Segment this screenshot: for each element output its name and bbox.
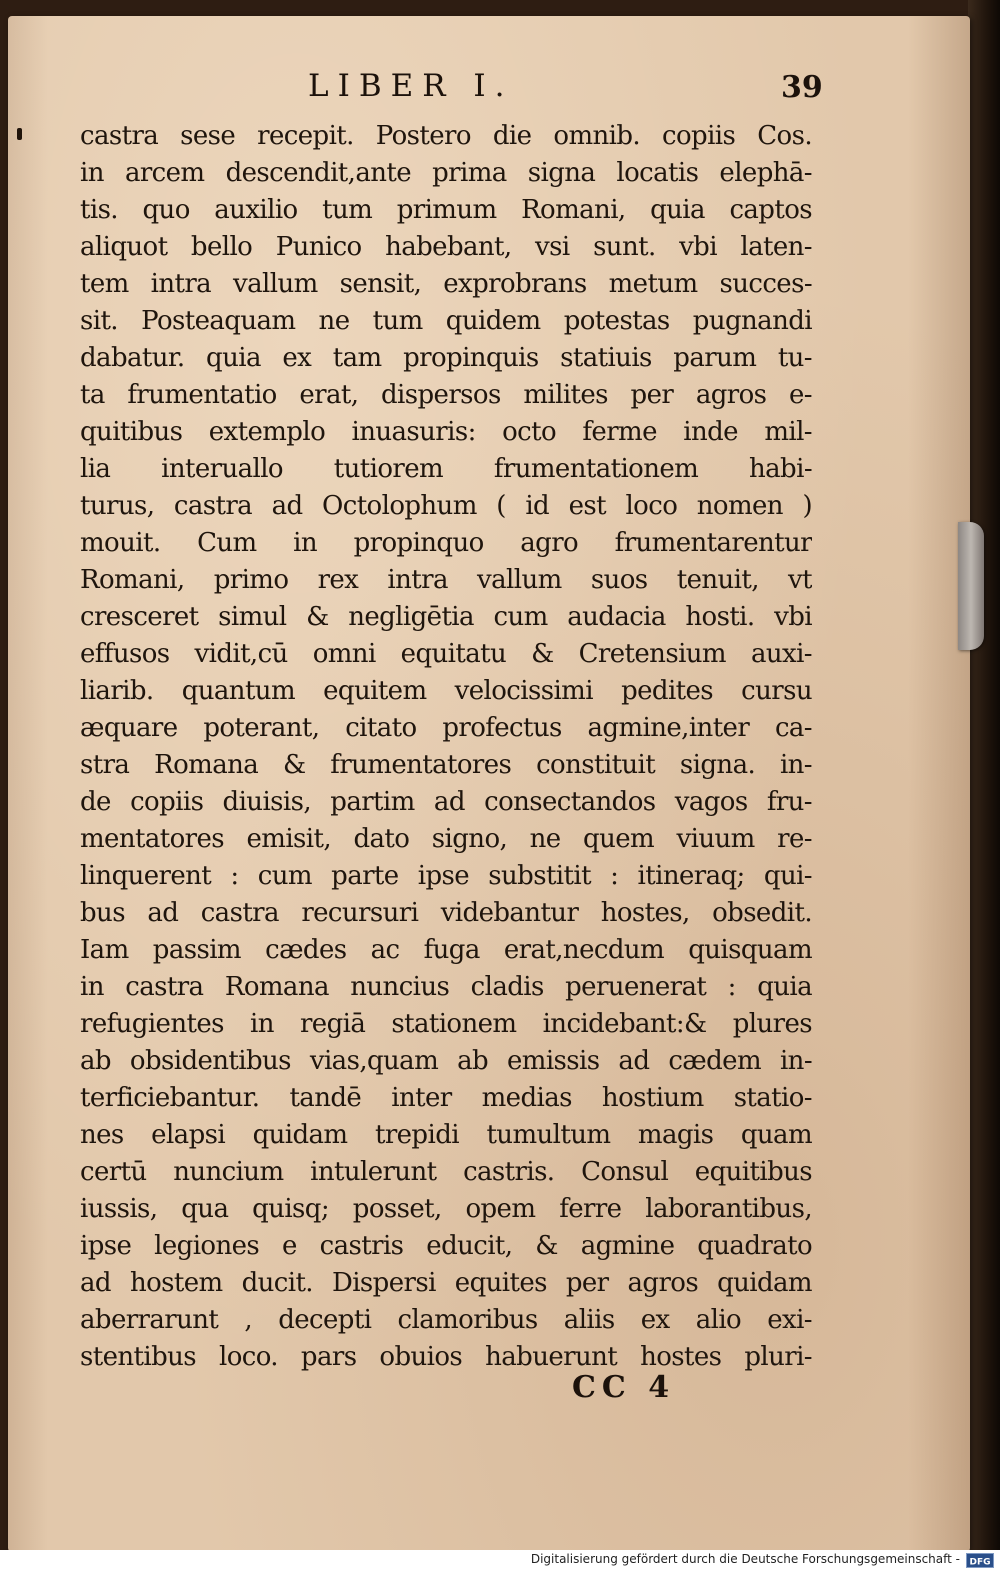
text-line: effusos vidit,cū omni equitatu & Cretensium auxi- <box>80 639 812 669</box>
page-tab <box>958 522 984 650</box>
text-line: dabatur. quia ex tam propinquis statiuis parum tu- <box>80 343 812 373</box>
text-line: sit. Posteaquam ne tum quidem potestas pugnandi <box>80 306 812 336</box>
text-line: de copiis diuisis, partim ad consectandos vagos fru- <box>80 787 812 817</box>
text-line: bus ad castra recursuri videbantur hostes, obsedit. <box>80 898 812 928</box>
text-line: stentibus loco. pars obuios habuerunt hostes pluri- <box>80 1342 812 1372</box>
text-line: æquare poterant, citato profectus agmine,inter ca- <box>80 713 812 743</box>
text-line: tem intra vallum sensit, exprobrans metum succes- <box>80 269 812 299</box>
text-line: in castra Romana nuncius cladis peruenerat : quia <box>80 972 812 1002</box>
margin-ink-mark <box>17 128 22 140</box>
signature-mark: CC 4 <box>572 1370 676 1405</box>
text-line: ab obsidentibus vias,quam ab emissis ad cædem in- <box>80 1046 812 1076</box>
text-line: ad hostem ducit. Dispersi equites per agros quidam <box>80 1268 812 1298</box>
text-line: iussis, qua quisq; posset, opem ferre laborantibus, <box>80 1194 812 1224</box>
body-text <box>80 118 812 1376</box>
text-line: lia interuallo tutiorem frumentationem habi- <box>80 454 812 484</box>
text-line: castra sese recepit. Postero die omnib. copiis Cos. <box>80 121 812 151</box>
page-number: 39 <box>781 70 823 105</box>
text-line: refugientes in regiā stationem incidebant:& plures <box>80 1009 812 1039</box>
text-line: in arcem descendit,ante prima signa locatis elephā- <box>80 158 812 188</box>
text-line: Romani, primo rex intra vallum suos tenuit, vt <box>80 565 812 595</box>
text-line: certū nuncium intulerunt castris. Consul equitibus <box>80 1157 812 1187</box>
dfg-logo-text: DFG <box>969 1557 991 1567</box>
text-line: linquerent : cum parte ipse substitit : itineraq; qui- <box>80 861 812 891</box>
footer-bar <box>0 1550 1000 1572</box>
dfg-logo <box>966 1553 994 1568</box>
book-binding-edge <box>968 0 1000 1572</box>
text-line: nes elapsi quidam trepidi tumultum magis quam <box>80 1120 812 1150</box>
text-line: cresceret simul & negligētia cum audacia hosti. vbi <box>80 602 812 632</box>
running-head: LIBER I. <box>308 68 514 104</box>
text-line: mentatores emisit, dato signo, ne quem viuum re- <box>80 824 812 854</box>
text-line: aliquot bello Punico habebant, vsi sunt. vbi laten- <box>80 232 812 262</box>
text-line: mouit. Cum in propinquo agro frumentarentur <box>80 528 812 558</box>
text-line: terficiebantur. tandē inter medias hostium statio- <box>80 1083 812 1113</box>
text-line: turus, castra ad Octolophum ( id est loco nomen ) <box>80 491 812 521</box>
text-line: quitibus extemplo inuasuris: octo ferme inde mil- <box>80 417 812 447</box>
text-line: liarib. quantum equitem velocissimi pedites cursu <box>80 676 812 706</box>
book-page <box>8 16 970 1552</box>
text-line: Iam passim cædes ac fuga erat,necdum quisquam <box>80 935 812 965</box>
text-line: ipse legiones e castris educit, & agmine quadrato <box>80 1231 812 1261</box>
text-line: aberrarunt , decepti clamoribus aliis ex alio exi- <box>80 1305 812 1335</box>
text-line: stra Romana & frumentatores constituit signa. in- <box>80 750 812 780</box>
digitization-credit: Digitalisierung gefördert durch die Deutsche Forschungsgemeinschaft - <box>530 1552 960 1566</box>
text-line: tis. quo auxilio tum primum Romani, quia captos <box>80 195 812 225</box>
text-line: ta frumentatio erat, dispersos milites per agros e- <box>80 380 812 410</box>
